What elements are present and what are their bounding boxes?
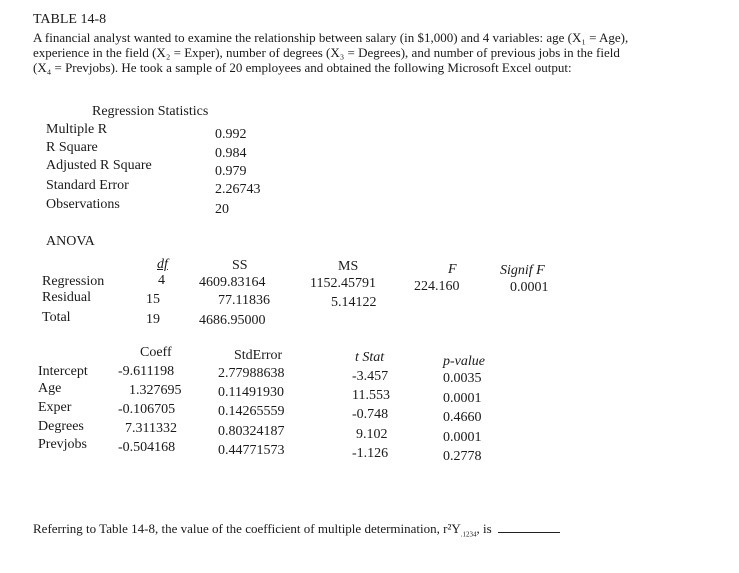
coef-stderror-intercept: 2.77988638	[218, 366, 285, 381]
coef-tstat-intercept: -3.457	[352, 369, 389, 384]
anova-signif-f-regression: 0.0001	[510, 280, 549, 295]
anova-header-signif-f: Signif F	[500, 263, 545, 278]
coef-tstat-age: 11.553	[352, 388, 390, 403]
anova-df-residual: 15	[146, 292, 160, 307]
anova-f-regression: 224.160	[414, 279, 460, 294]
anova-header-f: F	[448, 262, 457, 277]
rs-value-adjusted-r-square: 0.979	[215, 164, 247, 179]
question-symbol: Y	[451, 521, 461, 536]
intro-line-1: A financial analyst wanted to examine the relationship between salary (in $1,000) and 4 variables: age (X₁ = Age),	[33, 30, 629, 45]
answer-blank[interactable]	[498, 522, 560, 533]
question-text-after: , is	[476, 521, 492, 536]
coef-tstat-degrees: 9.102	[356, 427, 388, 442]
anova-header-df: df	[157, 257, 168, 272]
rs-value-observations: 20	[215, 202, 229, 217]
rs-value-multiple-r: 0.992	[215, 127, 247, 142]
question-text	[33, 521, 560, 539]
intro-line-2: experience in the field (X₂ = Exper), number of degrees (X₃ = Degrees), and number of previous jobs in the field	[33, 45, 620, 60]
coef-pvalue-exper: 0.4660	[443, 410, 482, 425]
anova-source-residual: Residual	[42, 290, 91, 305]
anova-ms-regression: 1152.45791	[310, 276, 376, 291]
coef-header-tstat: t Stat	[355, 350, 385, 365]
rs-label-r-square: R Square	[46, 140, 98, 155]
anova-ss-regression: 4609.83164	[199, 275, 266, 290]
coef-value-exper: -0.106705	[118, 402, 176, 417]
coef-pvalue-age: 0.0001	[443, 391, 482, 406]
coef-name-intercept: Intercept	[38, 364, 88, 379]
regression-statistics-heading: Regression Statistics	[92, 104, 209, 119]
coef-stderror-exper: 0.14265559	[218, 404, 285, 419]
coef-stderror-degrees: 0.80324187	[218, 424, 285, 439]
rs-label-standard-error: Standard Error	[46, 178, 129, 193]
anova-ms-residual: 5.14122	[331, 295, 377, 310]
coef-value-degrees: 7.311332	[125, 421, 177, 436]
coef-name-age: Age	[38, 381, 62, 396]
anova-df-total: 19	[146, 312, 160, 327]
anova-title: ANOVA	[46, 234, 95, 249]
coef-value-age: 1.327695	[129, 383, 182, 398]
rs-label-adjusted-r-square: Adjusted R Square	[46, 158, 152, 173]
rs-value-standard-error: 2.26743	[215, 182, 261, 197]
question-text-before: Referring to Table 14-8, the value of the coefficient of multiple determination, r²	[33, 521, 452, 536]
anova-source-regression: Regression	[42, 274, 105, 289]
coef-tstat-exper: -0.748	[352, 407, 389, 422]
coef-value-intercept: -9.611198	[118, 364, 175, 379]
anova-ss-residual: 77.11836	[218, 293, 270, 308]
coef-name-degrees: Degrees	[38, 419, 84, 434]
coef-name-prevjobs: Prevjobs	[38, 437, 87, 452]
anova-header-ss: SS	[232, 258, 248, 273]
rs-label-multiple-r: Multiple R	[46, 122, 108, 137]
anova-source-total: Total	[42, 310, 71, 325]
rs-label-observations: Observations	[46, 197, 120, 212]
question-subscript: .1234	[460, 530, 477, 539]
coef-tstat-prevjobs: -1.126	[352, 446, 389, 461]
coef-header-coeff: Coeff	[140, 345, 172, 360]
coef-pvalue-degrees: 0.0001	[443, 430, 482, 445]
anova-header-ms: MS	[338, 259, 359, 274]
coef-header-pvalue: p-value	[443, 354, 485, 369]
coef-name-exper: Exper	[38, 400, 72, 415]
anova-df-regression: 4	[158, 273, 165, 288]
coef-header-stderror: StdError	[234, 348, 283, 363]
coef-pvalue-prevjobs: 0.2778	[443, 449, 482, 464]
coef-stderror-prevjobs: 0.44771573	[218, 443, 285, 458]
rs-value-r-square: 0.984	[215, 146, 247, 161]
intro-line-3: (X₄ = Prevjobs). He took a sample of 20 employees and obtained the following Microsoft Excel output:	[33, 60, 572, 75]
coef-pvalue-intercept: 0.0035	[443, 371, 482, 386]
coef-stderror-age: 0.11491930	[218, 385, 284, 400]
anova-ss-total: 4686.95000	[199, 313, 266, 328]
coef-value-prevjobs: -0.504168	[118, 440, 176, 455]
table-title: TABLE 14-8	[33, 12, 107, 27]
